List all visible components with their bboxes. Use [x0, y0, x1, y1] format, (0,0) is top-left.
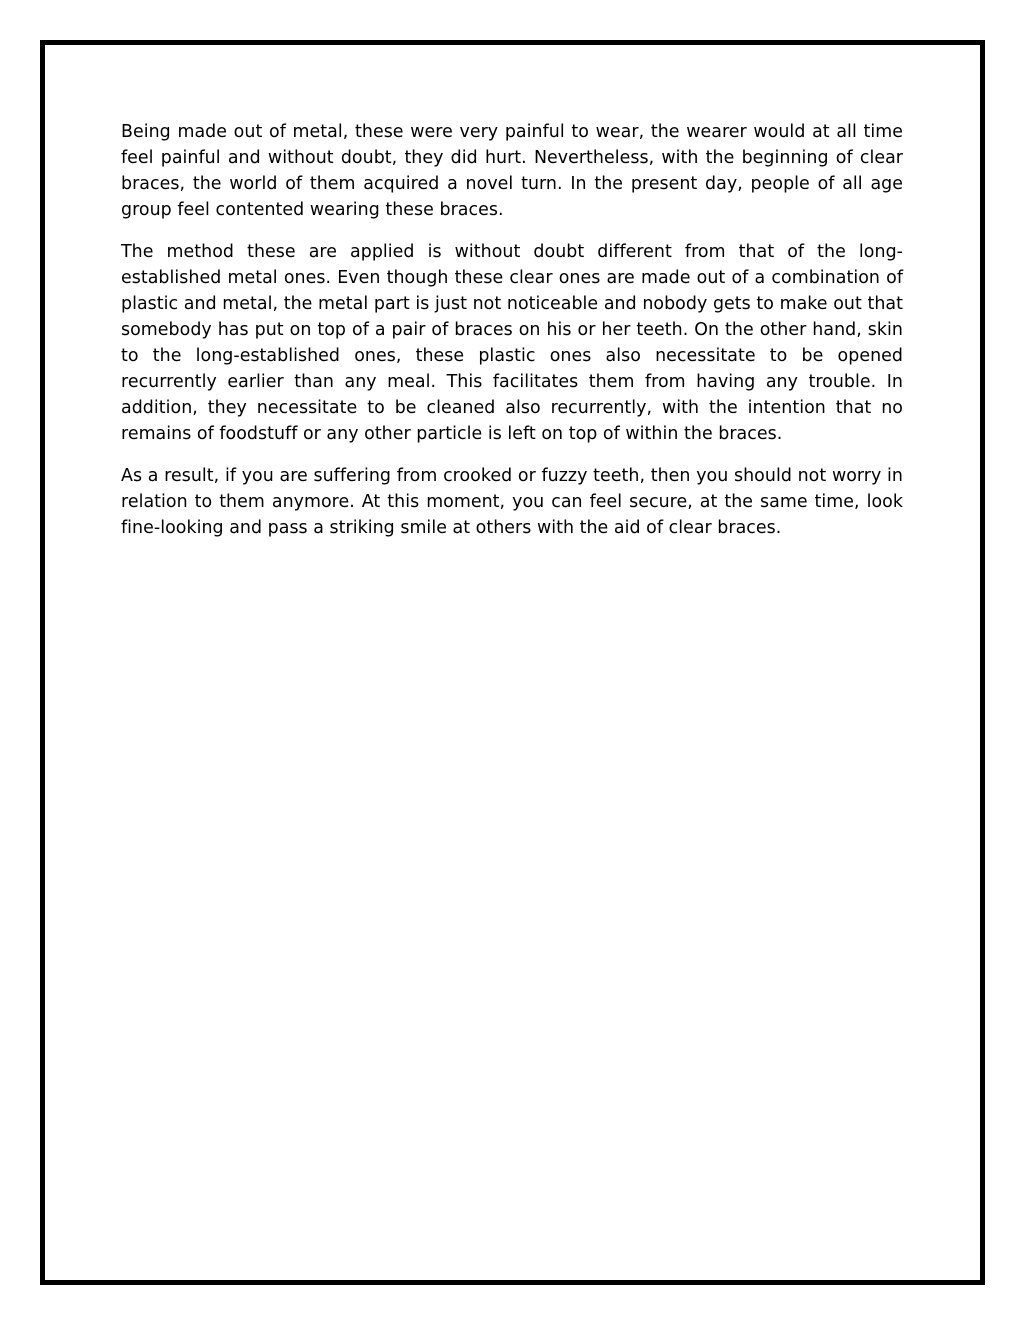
paragraph: The method these are applied is without doubt different from that of the long-established metal ones. Even though these clear ones are made out of a combination of plastic and metal, the metal part is just not noticeable and nobody gets to make out that somebody has put on top of a pair of braces on his or her teeth. On the other hand, skin to the long-established ones, these plastic ones also necessitate to be opened recurrently earlier than any meal. This facilitates them from having any trouble. In addition, they necessitate to be cleaned also recurrently, with the intention that no remains of foodstuff or any other particle is left on top of within the braces. [121, 242, 903, 444]
paragraph: As a result, if you are suffering from crooked or fuzzy teeth, then you should not worry in relation to them anymore. At this moment, you can feel secure, at the same time, look fine-looking and pass a striking smile at others with the aid of clear braces. [121, 466, 903, 538]
paragraph: Being made out of metal, these were very painful to wear, the wearer would at all time feel painful and without doubt, they did hurt. Nevertheless, with the beginning of clear braces, the world of them acquired a novel turn. In the present day, people of all age group feel contented wearing these braces. [121, 122, 903, 220]
body-text [121, 119, 903, 557]
